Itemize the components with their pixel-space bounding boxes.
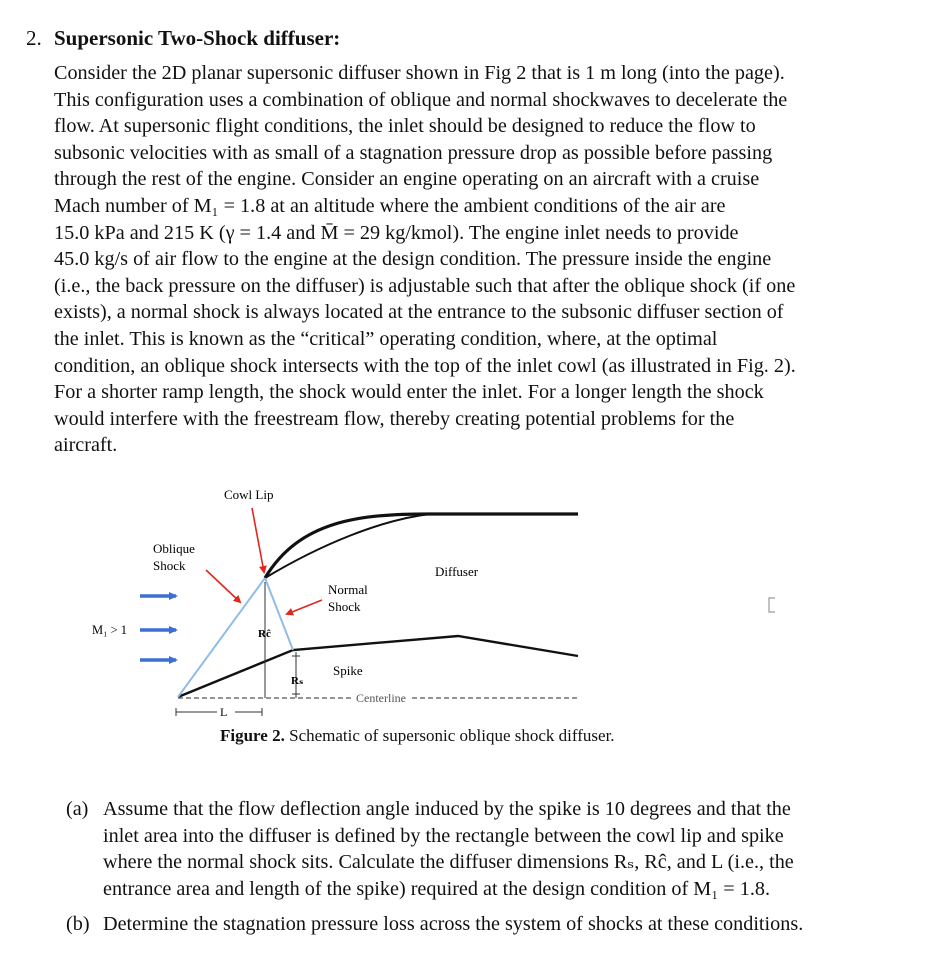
paragraph-line: For a shorter ramp length, the shock would enter the inlet. For a longer length the shock xyxy=(54,381,764,404)
cowl-outer-line xyxy=(265,514,578,578)
spike-label: Spike xyxy=(333,663,363,678)
oblique-shock-label-1: Oblique xyxy=(153,541,195,556)
question-line: Determine the stagnation pressure loss across the system of shocks at these conditions. xyxy=(103,913,804,935)
normal-shock-arrow xyxy=(287,600,322,614)
l-label: L xyxy=(220,705,228,719)
oblique-shock-arrow xyxy=(206,570,240,602)
normal-shock-label-1: Normal xyxy=(328,582,368,597)
centerline-label: Centerline xyxy=(356,691,406,705)
cowl-inner-line xyxy=(265,514,430,578)
paragraph-line: This configuration uses a combination of oblique and normal shockwaves to decelerate the xyxy=(54,88,788,111)
question-line: entrance area and length of the spike) required at the design condition of M₁ = 1.8. xyxy=(103,877,771,900)
question-line: inlet area into the diffuser is defined by the rectangle between the cowl lip and spike xyxy=(103,824,784,847)
caption-label: Figure 2. xyxy=(220,726,285,745)
paragraph-line: subsonic velocities with as small of a stagnation pressure drop as possible before passing xyxy=(54,141,773,164)
question-label: (b) xyxy=(66,913,90,935)
paragraph-line: aircraft. xyxy=(54,434,118,457)
bracket-mark xyxy=(769,598,775,612)
normal-shock-label-2: Shock xyxy=(328,599,361,614)
problem-number: 2. xyxy=(26,26,42,50)
problem-paragraph xyxy=(54,60,874,459)
paragraph-line: Consider the 2D planar supersonic diffuser shown in Fig 2 that is 1 m long (into the page). xyxy=(54,62,785,84)
diffuser-label: Diffuser xyxy=(435,564,479,579)
cowl-lip-label: Cowl Lip xyxy=(224,487,274,502)
rs-label: Rₛ xyxy=(291,675,304,687)
paragraph-line: (i.e., the back pressure on the diffuser) is adjustable such that after the oblique shock (if one xyxy=(54,274,796,297)
question-line: Assume that the flow deflection angle induced by the spike is 10 degrees and that the xyxy=(103,798,791,820)
paragraph-line: would interfere with the freestream flow, thereby creating potential problems for the xyxy=(54,407,735,430)
paragraph-line: Mach number of M₁ = 1.8 at an altitude where the ambient conditions of the air are xyxy=(54,194,726,217)
problem-title: Supersonic Two-Shock diffuser: xyxy=(54,26,341,50)
paragraph-line: condition, an oblique shock intersects with the top of the inlet cowl (as illustrated in Fig. 2). xyxy=(54,354,796,377)
paragraph-line: through the rest of the engine. Consider an engine operating on an aircraft with a cruise xyxy=(54,168,760,191)
question-line: where the normal shock sits. Calculate the diffuser dimensions Rₛ, Rĉ, and L (i.e., the xyxy=(103,851,794,874)
spike-line xyxy=(178,636,578,697)
diffuser-schematic xyxy=(0,470,928,760)
cowl-lip-arrow xyxy=(252,508,264,572)
question-label: (a) xyxy=(66,798,89,820)
paragraph-line: the inlet. This is known as the “critical” operating condition, where, at the optimal xyxy=(54,327,718,350)
problem-heading xyxy=(26,26,340,51)
rc-label: Rĉ xyxy=(258,628,271,640)
caption-text: Schematic of supersonic oblique shock diffuser. xyxy=(284,726,615,745)
oblique-shock-label-2: Shock xyxy=(153,558,186,573)
mach-label: M₁ > 1 xyxy=(92,623,128,637)
paragraph-line: 15.0 kPa and 215 K (γ = 1.4 and M̄ = 29 kg/kmol). The engine inlet needs to provide xyxy=(54,221,739,244)
paragraph-line: 45.0 kg/s of air flow to the engine at the design condition. The pressure inside the engine xyxy=(54,248,772,271)
paragraph-line: exists), a normal shock is always located at the entrance to the subsonic diffuser section of xyxy=(54,301,784,324)
paragraph-line: flow. At supersonic flight conditions, the inlet should be designed to reduce the flow to xyxy=(54,115,756,138)
figure-caption xyxy=(220,726,615,746)
